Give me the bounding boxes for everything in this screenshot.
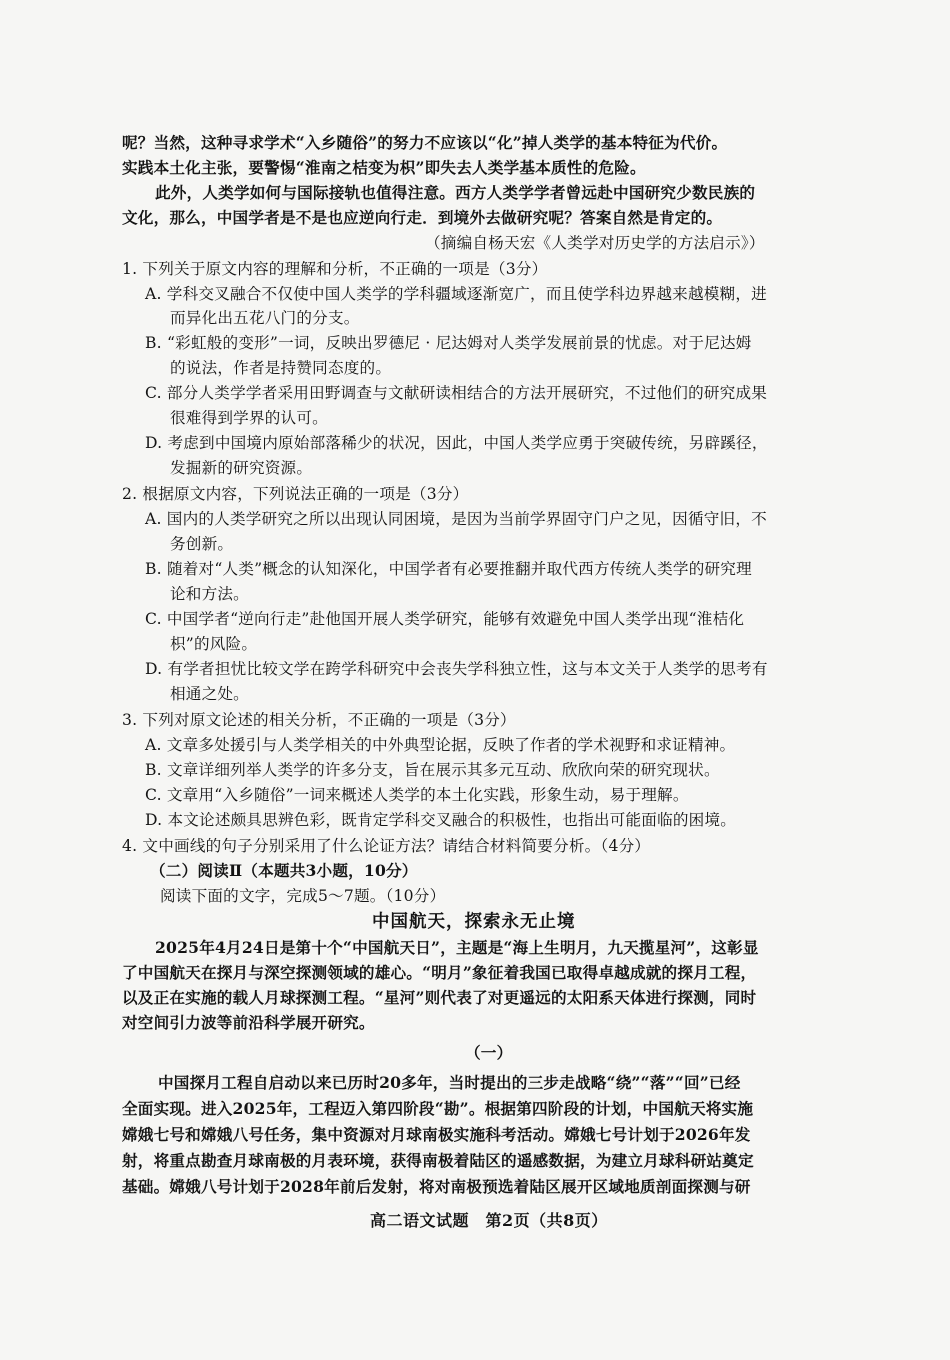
- q2-option-b-cont: 论和方法。: [170, 585, 249, 603]
- q1-option-a-cont: 而异化出五花八门的分支。: [170, 309, 360, 327]
- q1-option-b: B. “彩虹般的变形”一词，反映出罗德尼 · 尼达姆对人类学发展前景的忧虑。对于尼达姆: [145, 334, 752, 352]
- q3-option-d: D. 本文论述颇具思辨色彩，既肯定学科交叉融合的积极性，也指出可能面临的困境。: [145, 811, 737, 829]
- q3-option-a: A. 文章多处援引与人类学相关的中外典型论据，反映了作者的学术视野和求证精神。: [145, 736, 736, 754]
- question-3-stem: 3. 下列对原文论述的相关分析，不正确的一项是（3分）: [122, 711, 516, 729]
- passage-line: 实践本土化主张，要警惕“淮南之桔变为枳”即失去人类学基本质性的危险。: [122, 158, 646, 177]
- intro-line: 2025年4月24日是第十个“中国航天日”，主题是“海上生明月，九天揽星河”，这彰显: [155, 938, 759, 957]
- q2-option-d-cont: 相通之处。: [170, 685, 249, 703]
- passage-line: 文化，那么，中国学者是不是也应逆向行走．到境外去做研究呢？答案自然是肯定的。: [122, 208, 723, 227]
- q1-option-d-cont: 发掘新的研究资源。: [170, 459, 313, 477]
- q3-option-c: C. 文章用“入乡随俗”一词来概述人类学的本土化实践，形象生动，易于理解。: [145, 786, 689, 804]
- q1-option-c: C. 部分人类学学者采用田野调查与文献研读相结合的方法开展研究，不过他们的研究成果: [145, 384, 768, 402]
- part-label: （一）: [465, 1043, 513, 1062]
- intro-line: 以及正在实施的载人月球探测工程。“星河”则代表了对更遥远的太阳系天体进行探测，同时: [122, 988, 757, 1007]
- source-citation: （摘编自杨天宏《人类学对历史学的方法启示》）: [425, 234, 765, 252]
- q2-option-a: A. 国内的人类学研究之所以出现认同困境，是因为当前学界固守门户之见，因循守旧，不: [145, 510, 767, 528]
- question-4-stem: 4. 文中画线的句子分别采用了什么论证方法？请结合材料简要分析。（4分）: [122, 837, 651, 855]
- article-title: 中国航天，探索永无止境: [372, 912, 576, 932]
- part1-line: 嫦娥七号和嫦娥八号任务，集中资源对月球南极实施科考活动。嫦娥七号计划于2026年发: [122, 1125, 751, 1144]
- q3-option-b: B. 文章详细列举人类学的许多分支，旨在展示其多元互动、欣欣向荣的研究现状。: [145, 761, 720, 779]
- passage-line: 呢？当然，这种寻求学术“入乡随俗”的努力不应该以“化”掉人类学的基本特征为代价。: [122, 133, 728, 152]
- q1-option-d: D. 考虑到中国境内原始部落稀少的状况，因此，中国人类学应勇于突破传统，另辟蹊径，: [145, 434, 768, 452]
- question-2-stem: 2. 根据原文内容，下列说法正确的一项是（3分）: [122, 485, 469, 503]
- section-2-instruction: 阅读下面的文字，完成5～7题。（10分）: [160, 887, 446, 905]
- page-footer: 高二语文试题 第2页（共8页）: [370, 1211, 608, 1230]
- intro-line: 对空间引力波等前沿科学展开研究。: [122, 1013, 375, 1032]
- q2-option-d: D. 有学者担忧比较文学在跨学科研究中会丧失学科独立性，这与本文关于人类学的思考有: [145, 660, 768, 678]
- part1-line: 全面实现。进入2025年，工程迈入第四阶段“勘”。根据第四阶段的计划，中国航天将实施: [122, 1099, 754, 1118]
- section-2-header: （二）阅读Ⅱ（本题共3小题，10分）: [150, 861, 418, 880]
- q2-option-b: B. 随着对“人类”概念的认知深化，中国学者有必要推翻并取代西方传统人类学的研究理: [145, 560, 752, 578]
- q1-option-b-cont: 的说法，作者是持赞同态度的。: [170, 359, 392, 377]
- q2-option-c: C. 中国学者“逆向行走”赴他国开展人类学研究，能够有效避免中国人类学出现“淮桔化: [145, 610, 745, 628]
- q1-option-c-cont: 很难得到学界的认可。: [170, 409, 328, 427]
- q2-option-c-cont: 枳”的风险。: [170, 635, 258, 653]
- question-1-stem: 1. 下列关于原文内容的理解和分析，不正确的一项是（3分）: [122, 260, 548, 278]
- part1-line: 基础。嫦娥八号计划于2028年前后发射，将对南极预选着陆区展开区域地质剖面探测与研: [122, 1177, 751, 1196]
- passage-line: 此外，人类学如何与国际接轨也值得注意。西方人类学学者曾远赴中国研究少数民族的: [155, 183, 756, 202]
- q2-option-a-cont: 务创新。: [170, 535, 234, 553]
- part1-line: 中国探月工程自启动以来已历时20多年，当时提出的三步走战略“绕”“落”“回”已经: [158, 1073, 741, 1092]
- part1-line: 射，将重点勘查月球南极的月表环境，获得南极着陆区的遥感数据，为建立月球科研站奠定: [122, 1151, 754, 1170]
- intro-line: 了中国航天在探月与深空探测领域的雄心。“明月”象征着我国已取得卓越成就的探月工程，: [122, 963, 757, 982]
- q1-option-a: A. 学科交叉融合不仅使中国人类学的学科疆域逐渐宽广，而且使学科边界越来越模糊，进: [145, 285, 767, 303]
